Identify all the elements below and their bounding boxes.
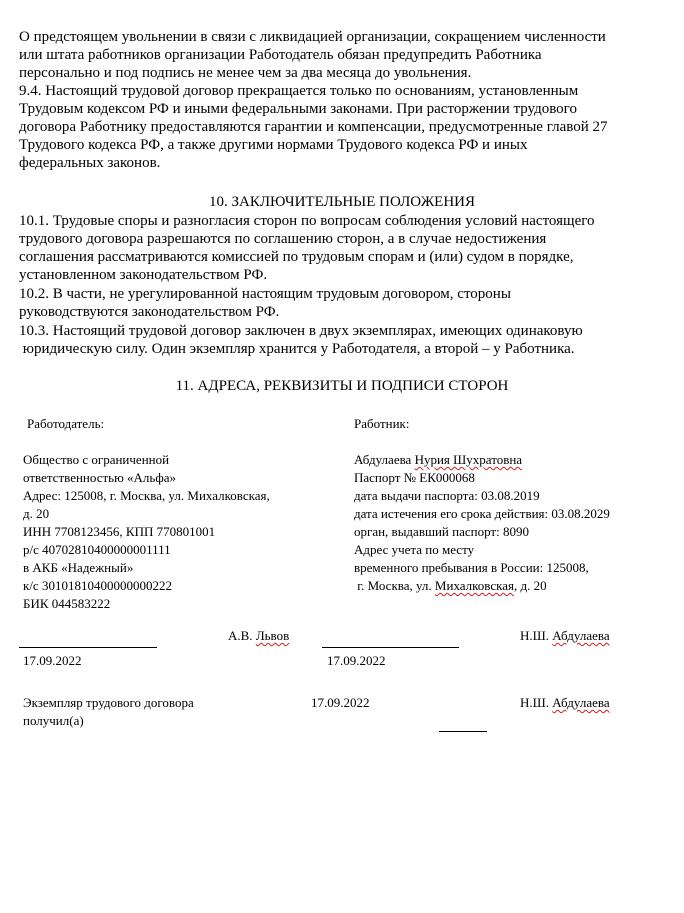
- text-line: дата истечения его срока действия: 03.08.2029: [354, 506, 610, 521]
- text-line: руководствуются законодательством РФ.: [19, 304, 280, 320]
- receipt-date: 17.09.2022: [311, 695, 370, 710]
- text-line: получил(а): [23, 713, 84, 728]
- employee-name: [354, 451, 610, 469]
- employer-signatory: [228, 627, 289, 645]
- text-line: к/с 30101810400000000222: [23, 578, 172, 593]
- employee-address: [354, 577, 610, 595]
- text-line: трудового договора разрешаются по соглашению сторон, а в случае недостижения: [19, 231, 547, 247]
- text-line: БИК 044583222: [23, 596, 111, 611]
- address-prefix: г. Москва, ул.: [354, 578, 435, 593]
- employer-details: [23, 451, 270, 613]
- text-line: 10.1. Трудовые споры и разногласия сторон по вопросам соблюдения условий настоящего: [19, 213, 595, 229]
- employee-heading: Работник:: [354, 416, 410, 431]
- employer-signature-line: [19, 647, 157, 648]
- text-line: р/с 40702810400000001111: [23, 542, 171, 557]
- text-line: в АКБ «Надежный»: [23, 560, 134, 575]
- employee-signatory: [520, 627, 610, 645]
- address-suffix: , д. 20: [514, 578, 547, 593]
- employee-signature-line: [322, 647, 459, 648]
- text-line: соглашения рассматриваются комиссией по трудовым спорам и (или) судом в порядке,: [19, 249, 574, 265]
- employee-initials: Н.Ш.: [520, 628, 553, 643]
- text-line: д. 20: [23, 506, 50, 521]
- text-line: или штата работников организации Работодатель обязан предупредить Работника: [19, 47, 542, 63]
- section-10-title: 10. ЗАКЛЮЧИТЕЛЬНЫЕ ПОЛОЖЕНИЯ: [208, 194, 475, 210]
- text-line: временного пребывания в России: 125008,: [354, 560, 589, 575]
- employer-sign-date: 17.09.2022: [23, 653, 82, 668]
- employer-heading: Работодатель:: [27, 416, 105, 431]
- text-line: дата выдачи паспорта: 03.08.2019: [354, 488, 540, 503]
- para-dismissal: [19, 28, 606, 82]
- text-line: установленном законодательством РФ.: [19, 267, 268, 283]
- text-line: ИНН 7708123456, КПП 770801001: [23, 524, 216, 539]
- text-line: Экземпляр трудового договора: [23, 695, 194, 710]
- employee-given-name: Нурия Шухратовна: [414, 452, 523, 467]
- text-line: Адрес учета по месту: [354, 542, 475, 557]
- para-10-2: [19, 285, 511, 321]
- text-line: Трудовым кодексом РФ и иными федеральными законами. При расторжении трудового: [19, 101, 577, 117]
- receipt-signature-line: [439, 731, 487, 732]
- receipt-initials: Н.Ш.: [520, 695, 553, 710]
- text-line: персонально и под подпись не менее чем за два месяца до увольнения.: [19, 65, 472, 81]
- section-11-title: 11. АДРЕСА, РЕКВИЗИТЫ И ПОДПИСИ СТОРОН: [175, 378, 509, 394]
- text-line: ответственностью «Альфа»: [23, 470, 177, 485]
- employee-details: [354, 451, 610, 595]
- para-9-4: [19, 82, 608, 172]
- employee-surname: Абдулаева: [354, 452, 415, 467]
- employee-surname-sign: Абдулаева: [552, 628, 610, 643]
- receipt-surname: Абдулаева: [552, 695, 610, 710]
- para-10-3: [19, 322, 583, 358]
- text-line: договора Работнику предоставляются гарантии и компенсации, предусмотренные главой 27: [19, 119, 608, 135]
- text-line: 9.4. Настоящий трудовой договор прекращается только по основаниям, установленным: [19, 83, 579, 99]
- address-street: Михалковская: [434, 578, 514, 593]
- text-line: федеральных законов.: [19, 155, 161, 171]
- employer-surname: Львов: [255, 628, 290, 643]
- text-line: Адрес: 125008, г. Москва, ул. Михалковская,: [23, 488, 270, 503]
- text-line: 10.3. Настоящий трудовой договор заключен в двух экземплярах, имеющих одинаковую: [19, 323, 583, 339]
- text-line: юридическую силу. Один экземпляр хранится у Работодателя, а второй – у Работника.: [19, 341, 575, 357]
- para-10-1: [19, 212, 595, 284]
- text-line: орган, выдавший паспорт: 8090: [354, 524, 529, 539]
- text-line: Общество с ограниченной: [23, 452, 170, 467]
- text-line: О предстоящем увольнении в связи с ликвидацией организации, сокращением численности: [19, 29, 606, 45]
- receipt-signatory: [520, 694, 610, 712]
- receipt-label: [23, 694, 194, 730]
- employer-initials: А.В.: [228, 628, 256, 643]
- text-line: Паспорт № ЕК000068: [354, 470, 475, 485]
- text-line: Трудового кодекса РФ, а также другими нормами Трудового кодекса РФ и иных: [19, 137, 528, 153]
- employee-sign-date: 17.09.2022: [327, 653, 386, 668]
- text-line: 10.2. В части, не урегулированной настоящим трудовым договором, стороны: [19, 286, 511, 302]
